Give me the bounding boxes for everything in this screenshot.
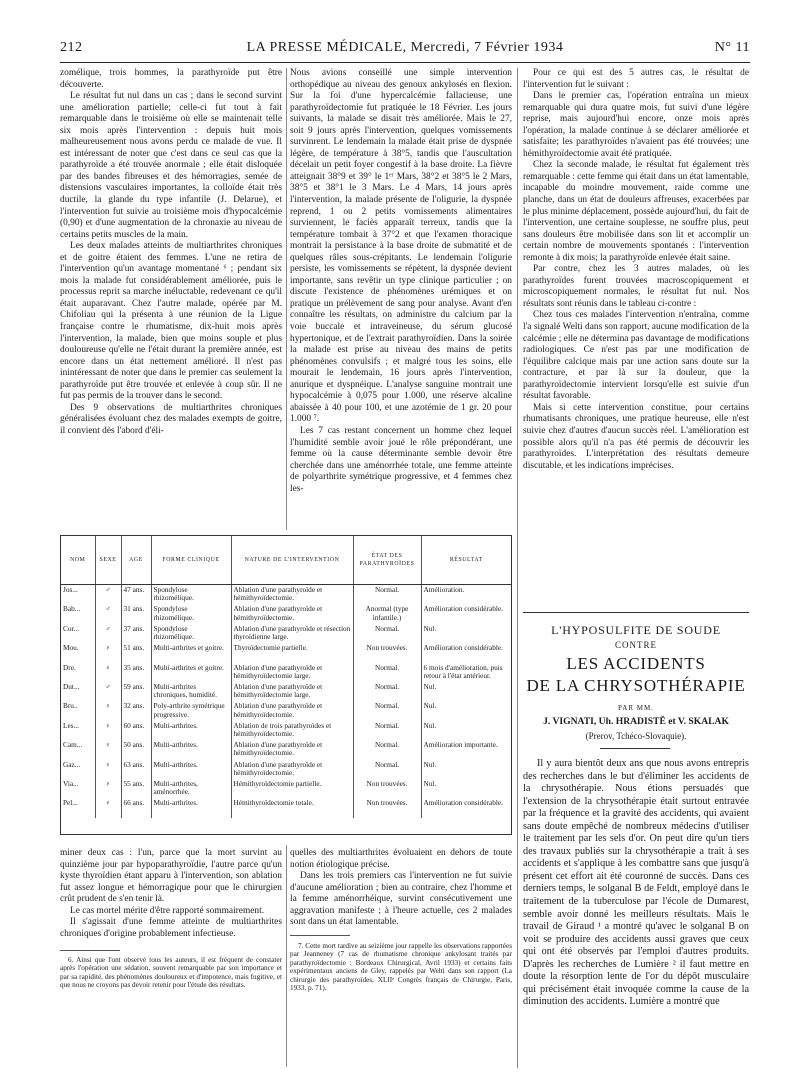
table-cell: ♂	[95, 604, 121, 623]
table-cell: Jos...	[61, 585, 95, 605]
article-title-contre: CONTRE	[615, 640, 657, 650]
table-header: ÉTAT DES PARATHYROÏDES	[353, 536, 421, 585]
footnote-6	[60, 956, 282, 990]
table-cell: Cor...	[61, 624, 95, 643]
table-cell: Nul.	[423, 720, 437, 730]
paragraph: Il s'agissait d'une femme atteinte de multiarthrites chroniques d'origine probablement infectieuse.	[60, 917, 282, 939]
table-cell: Multi-arthrites et goitre.	[151, 663, 231, 682]
column-divider	[286, 68, 287, 530]
table-cell: ♀	[95, 740, 121, 759]
column-divider	[286, 845, 287, 1067]
table-cell: Amélioration considérable.	[423, 798, 503, 808]
paragraph: zomélique, trois hommes, la parathyroïde put être découverte.	[60, 68, 282, 90]
table-header: FORME CLINIQUE	[151, 536, 231, 585]
table-cell: Pel...	[61, 798, 95, 817]
paragraph: Des 9 observations de multiarthrites chroniques généralisées évoluant chez des malades exempts de goitre, il convient dès l'abord d'éli-	[60, 402, 282, 436]
paragraph: Mais si cette intervention constitue, pour certains rhumatisants chroniques, une pratique heureuse, elle n'est suivie chez d'autres d'aucun succès réel. L'amélioration est possible alors qu'il n'a pas été permis de découvrir les parathyroïdes. L'interprétation des résultats demeure discutable, et les indications imprécises.	[523, 402, 749, 471]
table-row	[61, 624, 511, 643]
table-cell: Ablation d'une parathyroïde et hémithyroïdectomie.	[231, 760, 353, 779]
table-row	[61, 682, 511, 701]
table-cell: Amélioration importante.	[423, 740, 498, 750]
article-location: (Prerov, Tchéco-Slovaquie).	[585, 731, 687, 741]
table-cell: Multi-arthrites, aménorrhée.	[151, 779, 231, 798]
table-cell: Normal.	[353, 624, 421, 643]
table-cell: ♀	[95, 798, 121, 817]
table-cell: Spondylose rhizomélique.	[151, 604, 231, 623]
table-cell: Normal.	[353, 760, 421, 779]
table-cell: Non trouvées.	[353, 643, 421, 662]
table-cell: 35 ans.	[121, 663, 151, 682]
table-cell: Nul.	[423, 623, 437, 633]
table-cell: 37 ans.	[121, 624, 151, 643]
article-body	[523, 758, 749, 1009]
table-cell: Dut...	[61, 682, 95, 701]
table-cell: Amélioration considérable.	[423, 643, 503, 653]
article-top-rule	[523, 612, 749, 613]
article-par: PAR MM.	[618, 704, 654, 712]
table-cell: Ablation d'une parathyroïde et hémithyroïdectomie.	[231, 585, 353, 605]
table-header: SEXE	[95, 536, 121, 585]
table-cell: Nul.	[423, 759, 437, 769]
table-cell: 31 ans.	[121, 604, 151, 623]
table-cell: Ablation d'une parathyroïde et hémithyroïdectomie.	[231, 701, 353, 720]
table-cell: Normal.	[353, 701, 421, 720]
article-title-line-2: LES ACCIDENTS	[566, 654, 706, 673]
table-cell: Non trouvées.	[353, 779, 421, 798]
table-cell: ♀	[95, 760, 121, 779]
column-2	[290, 68, 512, 495]
table-cell: Nul.	[423, 681, 437, 691]
table-row	[61, 604, 511, 623]
column-divider	[517, 68, 518, 1068]
paragraph: quelles des multiarthrites évoluaient en dehors de toute notion étiologique précise.	[290, 848, 512, 870]
table-cell: ♀	[95, 701, 121, 720]
paragraph: Les deux malades atteints de multiarthrites chroniques et de goitre étaient des femmes. L'une ne retira de l'intervention qu'un avantage momentané ⁶ ; pendant six mois la malade fut considérablement améliorée, puis le processus reprit sa marche inéluctable, redevenant ce qu'il était auparavant. Chez l'autre malade, opérée par M. Chifoliau qui la présenta à une réunion de la Ligue française contre le rhumatisme, dix-huit mois après l'intervention, la malade, bien que moins souple et plus douloureuse qu'elle ne l'était durant la première année, est encore dans un état nettement amélioré. Il n'est pas inintéressant de noter que dans le premier cas seulement la parathyroïde put être trouvée et enlevée à coup sûr. Il ne fut pas permis de la trouver dans le second.	[60, 241, 282, 402]
paragraph: Chez la seconde malade, le résultat fut également très remarquable : cette femme qui était dans un état lamentable, incapable du moindre mouvement, raide comme une planche, dans un état de douleurs affreuses, exacerbées par le plus minime déplacement, possède aujourd'hui, du fait de l'intervention, une certaine souplesse, ne souffre plus, peut sans douleurs être mobilisée dans son lit et accomplir un certain nombre de mouvements spontanés : l'intervention remonte à dix mois; la parathyroïde enlevée était saine.	[523, 160, 749, 263]
page-number: 212	[60, 40, 83, 55]
article-title-line-3: DE LA CHRYSOTHÉRAPIE	[526, 676, 746, 695]
table-cell: Hémithyroïdectomie partielle.	[231, 779, 353, 798]
table-cell: Anormal (type infantile.)	[353, 604, 421, 623]
paragraph: Le résultat fut nul dans un cas ; dans le second survint une amélioration partielle; celle-ci fut tout à fait remarquable dans le troisième où elle se maintenait telle six mois après l'intervention : depuis huit mois malheureusement nous avons perdu ce malade de vue. Il est intéressant de noter que c'est dans ce seul cas que la parathyroïde a été trouvée anormale ; elle était disloquée par des bandes fibreuses et des hémorragies, semée de distensions vasculaires importantes, la colloïde était très ductile, la glande du type infantile (J. Delarue), et l'intervention fut suivie au troisième mois d'hypocalcémie (0,90) et d'une augmentation de la chronaxie au niveau de certains petits muscles de la main.	[60, 91, 282, 240]
table-cell: 51 ans.	[121, 643, 151, 662]
table-cell: 63 ans.	[121, 760, 151, 779]
table-cell: 50 ans.	[121, 740, 151, 759]
table-cell: Poly-arthrite symétrique progressive.	[151, 701, 231, 720]
paragraph: Nous avions conseillé une simple intervention orthopédique au niveau des genoux ankylosés en flexion. Sur la foi d'une hypercalcémie fallacieuse, une parathyroïdectomie fut pratiquée le 18 Février. Les jours suivants, la malade se disait très améliorée. Mais le 27, soit 9 jours après l'intervention, quelques vomissements survinrent. Le lendemain la malade était prise de dyspnée légère, de température à 38°5, tandis que l'auscultation décelait un petit foyer congestif à la base droite. La fièvre atteignait 38°9 et 39° le 1ᵉʳ Mars, 38°2 et 38°5 le 2 Mars, 38°5 et 38°1 le 3 Mars. Le 4 Mars, 14 jours après l'intervention, la malade présente de l'oligurie, la dyspnée reprend, 1 ou 2 petits vomissements alimentaires surviennent, le faciès apparaît terreux, tandis que la température tombait à 37°2 et que l'examen thoracique montrait la persistance à la base droite de submatité et de quelques râles sous-crépitants. Le lendemain l'oligurie persiste, les vomissements se répètent, la dyspnée devient importante, sans revêtir un type clinique particulier ; on discute l'existence de phénomènes urémiques et on pratique un prélèvement de sang pour analyse. Avant d'en connaître les résultats, on administre du calcium par la voie buccale et intraveineuse, du sérum glucosé hypertonique, et de l'extrait parathyroïdien. Dans la soirée la malade est prise au niveau des mains de petits phénomènes convulsifs ; et malgré tous les soins, elle mourait le lendemain, 16 jours après l'intervention, anurique et dyspnéique. L'analyse sanguine montrait une hypocalcémie à 0,075 pour 1.000, une réserve alcaline abaissée à 40 pour 100, et une azotémie de 1 gr. 20 pour 1.000 ⁷.	[290, 68, 512, 425]
table-header: RÉSULTAT	[421, 536, 511, 585]
table-cell: Cam...	[61, 740, 95, 759]
table-cell: Normal.	[353, 740, 421, 759]
table-cell: Ablation d'une parathyroïde et hémithyroïdectomie.	[231, 604, 353, 623]
paragraph: Le cas mortel mérite d'être rapporté sommairement.	[70, 905, 265, 916]
issue-number: N° 11	[714, 40, 750, 55]
table-cell: Normal.	[353, 682, 421, 701]
table-cell: Non trouvées.	[353, 798, 421, 817]
column-3	[523, 68, 749, 472]
footnote-text: 6. Ainsi que l'ont observé tous les auteurs, il est fréquent de constater après l'opération une sédation, souvent remarquable par son importance et par sa rapidité, des phénomènes douloureux et d'impotence, mais fugitive, et que nous ne croyons pas devoir retenir pour l'étude des résultats.	[60, 956, 282, 990]
table-header: NATURE DE L'INTERVENTION	[231, 536, 353, 585]
header-rule	[60, 62, 750, 63]
table-row	[61, 798, 511, 817]
table-cell: Spondylose rhizomélique.	[151, 585, 231, 605]
table-row	[61, 721, 511, 740]
paragraph: miner deux cas : l'un, parce que la mort survint au quinzième jour par hypoparathyroïdie, l'autre parce qu'un kyste thyroïdien étant apparu à l'intervention, son ablation fut assez longue et hémorragique pour que le chirurgien crût prudent de s'en tenir là.	[60, 848, 282, 905]
paragraph: Il y aura bientôt deux ans que nous avons entrepris des recherches dans le but d'éliminer les accidents de la chrysothérapie. Nous étions persuadés que l'extension de la chrysothérapie était surtout entravée par la fréquence et la gravité des accidents, qui avaient sans doute empêché de nombreux médecins d'utiliser le traitement par les sels d'or. On peut dire qu'un tiers des travaux publiés sur la chrysothérapie a trait à ses accidents et s'applique à les combattre sans que jusqu'à présent cet effort ait été couronné de succès. Dans ces derniers temps, le solganal B de Feldt, employé dans le traitement de la tuberculose par l'école de Dumarest, semble avoir donné les meilleurs résultats. Mais le travail de Giraud ¹ a montré qu'avec le solganal B on voit se produire des accidents aussi graves que ceux qui ont été observés par l'emploi d'autres produits. D'après les recherches de Lumière ² il faut mettre en doute la résorption lente de l'or du dépôt musculaire qui précisément était invoquée comme la cause de la diminution des accidents. Lumière a montré que	[523, 758, 749, 1008]
table-cell: ♂	[95, 682, 121, 701]
table-cell: ♀	[95, 663, 121, 682]
paragraph: Chez tous ces malades l'intervention n'entraîna, comme l'a signalé Welti dans son rapport, aucune modification de la calcémie ; elle ne détermina pas davantage de modifications radiologiques. Ce n'est pas par une modification de l'équilibre calcique mais par une action sans doute sur la contracture, et par là sur la douleur, que la parathyroïdectomie intervient lorsqu'elle est suivie d'un résultat favorable.	[523, 310, 749, 402]
table-row	[61, 663, 511, 682]
table-cell: Amélioration considérable.	[423, 604, 503, 614]
table-cell: Les...	[61, 721, 95, 740]
article-title-line-1: L'HYPOSULFITE DE SOUDE	[551, 623, 721, 637]
table-cell: Via...	[61, 779, 95, 798]
table-cell: Normal.	[353, 585, 421, 605]
paragraph: Pour ce qui est des 5 autres cas, le résultat de l'intervention fut le suivant :	[523, 68, 749, 90]
table-row	[61, 740, 511, 759]
journal-title: LA PRESSE MÉDICALE, Mercredi, 7 Février 1934	[246, 40, 564, 55]
table-cell: ♀	[95, 721, 121, 740]
table-cell: Hémithyroïdectomie totale.	[231, 798, 353, 817]
footnote-rule	[60, 950, 120, 951]
table-cell: Nul.	[423, 778, 437, 788]
column-2-continued	[290, 848, 512, 929]
page-header	[60, 40, 750, 64]
table-cell: ♂	[95, 624, 121, 643]
table-cell: Dre.	[61, 663, 95, 682]
paragraph: Dans le premier cas, l'opération entraîna un mieux remarquable qui dura quatre mois, fut suivi d'une légère reprise, mais aujourd'hui encore, onze mois après l'opération, la malade continue à se déclarer améliorée et satisfaite; les parathyroïdes n'avaient pas été trouvées; une hémithyroïdectomie avait été pratiquée.	[523, 91, 749, 159]
table-cell: Ablation d'une parathyroïde et hémithyroïdectomie large.	[231, 663, 353, 682]
article-separator	[600, 748, 670, 749]
paragraph: Les 7 cas restant concernent un homme chez lequel l'humidité semble avoir joué le rôle prépondérant, une femme où la cause déterminante semble devoir être cherchée dans une aménorrhée totale, une femme atteinte de polyarthrite symétrique progressive, et 4 femmes chez les-	[290, 425, 512, 494]
column-1-continued	[60, 848, 282, 940]
table-cell: ♂	[95, 585, 121, 605]
table-cell: 6 mois d'amélioration, puis retour à l'état antérieur.	[423, 662, 503, 680]
table-cell: 66 ans.	[121, 798, 151, 817]
table-cell: Ablation de trois parathyroïdes et hémithyroïdectomie.	[231, 721, 353, 740]
table-cell: 32 ans.	[121, 701, 151, 720]
table-cell: Amélioration.	[423, 585, 465, 594]
table-cell: 47 ans.	[121, 585, 151, 605]
table-cell: Ablation d'une parathyroïde et hémithyroïdectomie.	[231, 740, 353, 759]
table-row	[61, 585, 511, 605]
column-1	[60, 68, 282, 438]
paragraph: Dans les trois premiers cas l'intervention ne fut suivie d'aucune amélioration ; bien au contraire, chez l'homme et la femme aménorrhéique, survint consécutivement une aggravation manifeste ; à l'heure actuelle, ces 2 malades sont dans un état lamentable.	[290, 871, 512, 928]
table-cell: Multi-arthrites et goitre.	[151, 643, 231, 662]
table-cell: Bru..	[61, 701, 95, 720]
footnote-text: 7. Cette mort tardive au seizième jour rappelle les observations rapportées par Jeanneney (7 cas de rhumatisme chronique ankylosant traités par parathyroïdectomie : Bordeaux Chirurgical, Avril 1933) et certains faits expérimentaux anciens de Gley, rappelés par Welti dans son rapport (La chirurgie des parathyroïdes, XLIIᵉ Congrès français de Chirurgie, Paris, 1933, p. 71).	[290, 942, 512, 993]
table-cell: Multi-arthrites.	[151, 721, 231, 740]
table-cell: Spondylose rhizomélique.	[151, 624, 231, 643]
table-cell: ♀	[95, 779, 121, 798]
table-cell: Thyroïdectomie partielle.	[231, 643, 353, 662]
table-cell: Ablation d'une parathyroïde et résection thyroïdienne large.	[231, 624, 353, 643]
table-cell: Ablation d'une parathyroïde et hémithyroïdectomie large.	[231, 682, 353, 701]
table-row	[61, 643, 511, 662]
article-authors: J. VIGNATI, Uh. HRADISTĚ et V. SKALAK	[543, 716, 729, 727]
table-cell: Normal.	[353, 663, 421, 682]
table-cell: Multi-arthrites.	[151, 760, 231, 779]
table-cell: Nul.	[423, 701, 437, 711]
table-row	[61, 701, 511, 720]
table-cell: Gaz...	[61, 760, 95, 779]
table-cell: Normal.	[353, 721, 421, 740]
footnote-rule	[290, 935, 350, 936]
table-cell: 55 ans.	[121, 779, 151, 798]
table-cell: Bab...	[61, 604, 95, 623]
table-header-row	[61, 536, 511, 585]
table-cell: 60 ans.	[121, 721, 151, 740]
table-cell: Multi-arthrites.	[151, 740, 231, 759]
table-cell: Multi-arthrites chroniques, humidité.	[151, 682, 231, 701]
table-cell: Mou.	[61, 643, 95, 662]
paragraph: Par contre, chez les 3 autres malades, où les parathyroïdes furent trouvées macroscopiquement et microscopiquement normales, le résultat fut nul. Nos résultats sont réunis dans le tableau ci-contre :	[523, 264, 749, 309]
table-cell: Multi-arthrites.	[151, 798, 231, 817]
table-row	[61, 779, 511, 798]
table-header: AGE	[121, 536, 151, 585]
table-cell: 59 ans.	[121, 682, 151, 701]
footnote-7	[290, 942, 512, 992]
table-cell: ♀	[95, 643, 121, 662]
table-row	[61, 760, 511, 779]
table-header: NOM	[61, 536, 95, 585]
results-table	[60, 535, 512, 835]
